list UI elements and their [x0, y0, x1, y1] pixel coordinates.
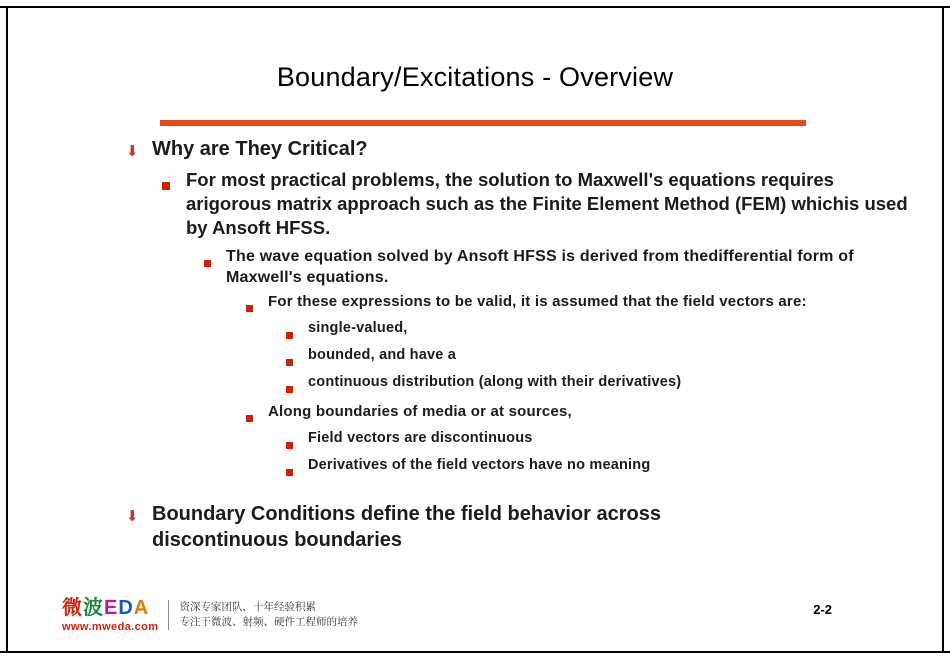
list-item — [286, 346, 916, 371]
list-item-label: For these expressions to be valid, it is assumed that the field vectors are: — [268, 293, 807, 310]
square-bullet-icon — [286, 346, 308, 371]
logo-char-3: E — [104, 597, 119, 619]
logo-char-5: A — [133, 597, 150, 619]
list-item — [126, 501, 916, 553]
square-bullet-icon — [286, 456, 308, 481]
list-item-label: The wave equation solved by Ansoft HFSS is derived from thedifferential form of Maxwell's equations. — [226, 248, 854, 286]
list-item-label: Boundary Conditions define the field behavior across discontinuous boundaries — [152, 503, 661, 551]
list-item — [162, 168, 916, 240]
list-item — [204, 246, 916, 288]
list-item-label: single-valued, — [308, 320, 408, 336]
list-item-label: For most practical problems, the solution to Maxwell's equations requires arigorous matrix approach such as the Finite Element Method (FEM) whichis used by Ansoft HFSS. — [186, 169, 908, 238]
logo-slogan-line-2: 专注于微波、射频、硬件工程师的培养 — [179, 616, 358, 628]
list-item-label: Field vectors are discontinuous — [308, 430, 533, 446]
list-item-label: bounded, and have a — [308, 347, 457, 363]
slide-border-right — [942, 6, 944, 653]
bullet-list — [126, 130, 916, 553]
logo-char-1: 微 — [62, 597, 83, 619]
list-item — [126, 136, 916, 162]
page-title: Boundary/Excitations - Overview — [276, 62, 674, 92]
slide-border-bottom — [0, 651, 950, 653]
down-arrow-icon: ⬇ — [126, 507, 139, 525]
down-arrow-icon: ⬇ — [126, 142, 139, 160]
logo-divider — [168, 600, 169, 630]
title-underline-rule — [160, 120, 806, 126]
logo-char-4: D — [118, 597, 134, 619]
list-item — [286, 429, 916, 454]
logo-char-2: 波 — [83, 597, 104, 619]
square-bullet-icon — [286, 429, 308, 454]
list-item — [286, 319, 916, 344]
list-item-label: Along boundaries of media or at sources, — [268, 403, 572, 420]
page-number: 2-2 — [813, 602, 832, 617]
logo-slogan-line-1: 资深专家团队，十年经验积累 — [179, 601, 316, 613]
list-item-label: Derivatives of the field vectors have no meaning — [308, 457, 651, 473]
list-item — [286, 456, 916, 481]
logo-wordmark — [62, 597, 149, 619]
slide-border-top — [0, 6, 950, 8]
footer-logo — [62, 597, 358, 633]
square-bullet-icon — [246, 292, 268, 317]
list-item-label: Why are They Critical? — [152, 138, 368, 160]
list-item-label: continuous distribution (along with their derivatives) — [308, 374, 682, 390]
list-item — [286, 373, 916, 398]
square-bullet-icon — [246, 402, 268, 427]
square-bullet-icon — [162, 168, 186, 195]
logo-url[interactable]: www.mweda.com — [62, 621, 159, 633]
slide-border-left — [6, 6, 8, 653]
logo-slogan — [179, 600, 358, 630]
list-item — [246, 292, 916, 317]
logo-block — [62, 597, 158, 633]
list-item — [246, 402, 916, 427]
square-bullet-icon — [204, 246, 226, 272]
square-bullet-icon — [286, 319, 308, 344]
square-bullet-icon — [286, 373, 308, 398]
